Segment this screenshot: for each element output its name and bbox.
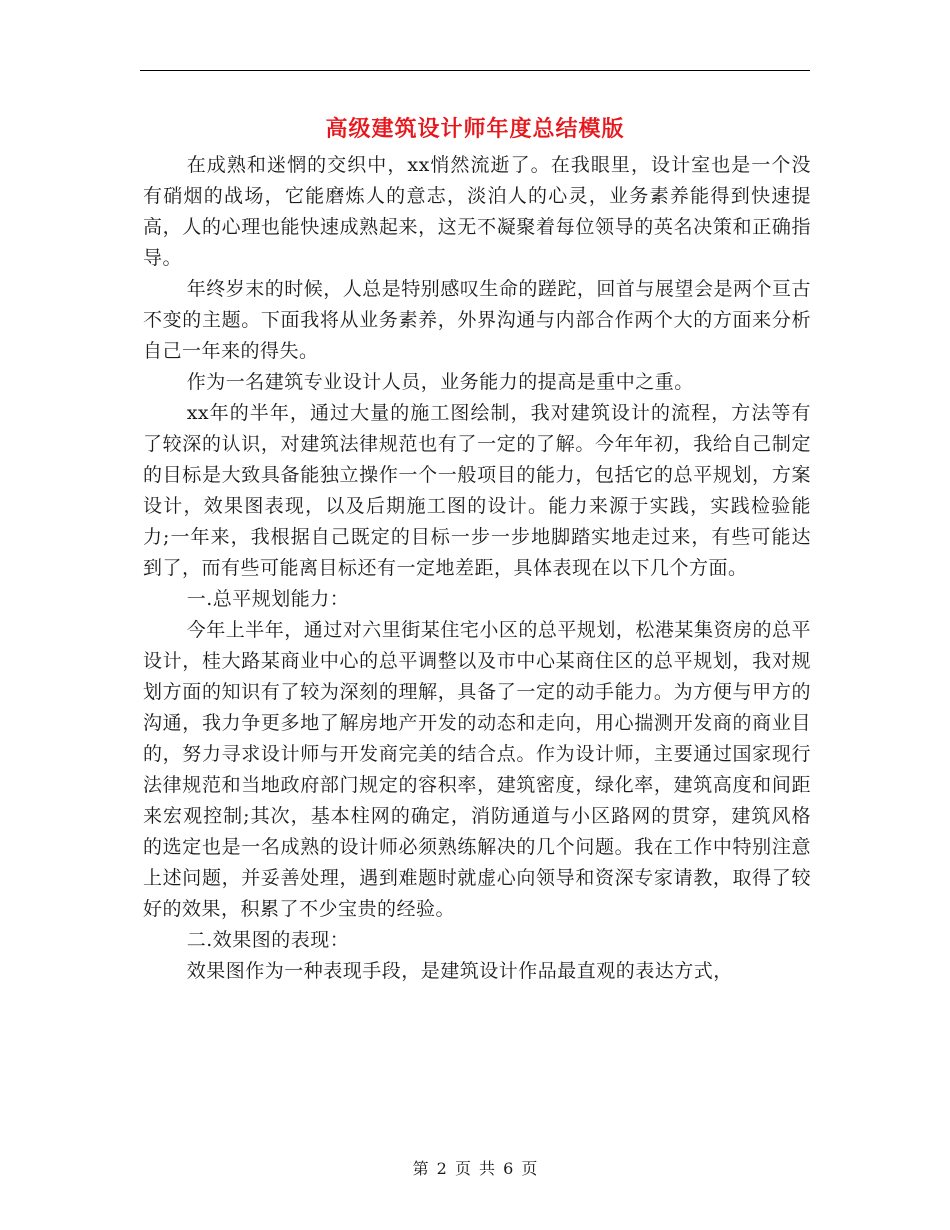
paragraph: 在成熟和迷惘的交织中，xx悄然流逝了。在我眼里，设计室也是一个没有硝烟的战场，它能磨炼人的意志，淡泊人的心灵，业务素养能得到快速提高，人的心理也能快速成熟起来，这无不凝聚着每位领导的英名决策和正确指导。 [143, 154, 811, 269]
paragraph: 作为一名建筑专业设计人员，业务能力的提高是重中之重。 [186, 371, 694, 393]
paragraph: 效果图作为一种表现手段，是建筑设计作品最直观的表达方式， [186, 960, 733, 982]
paragraph: 年终岁末的时候，人总是特别感叹生命的蹉跎，回首与展望会是两个亘古不变的主题。下面我将从业务素养，外界沟通与内部合作两个大的方面来分析自己一年来的得失。 [143, 278, 811, 362]
document-body [143, 150, 811, 987]
section-heading: 二.效果图的表现： [186, 929, 350, 951]
paragraph: xx年的半年，通过大量的施工图绘制，我对建筑设计的流程，方法等有了较深的认识，对建筑法律规范也有了一定的了解。今年年初，我给自己制定的目标是大致具备能独立操作一个一般项目的能力，包括它的总平规划，方案设计，效果图表现，以及后期施工图的设计。能力来源于实践，实践检验能力;一年来，我根据自己既定的目标一步一步地脚踏实地走过来，有些可能达到了，而有些可能离目标还有一定地差距，具体表现在以下几个方面。 [143, 402, 811, 579]
document-title: 高级建筑设计师年度总结模版 [325, 116, 625, 142]
section-heading: 一.总平规划能力： [186, 588, 350, 610]
header-rule [140, 70, 810, 71]
page-footer: 第 2 页 共 6 页 [412, 1159, 538, 1178]
paragraph: 今年上半年，通过对六里街某住宅小区的总平规划，松港某集资房的总平设计，桂大路某商业中心的总平调整以及市中心某商住区的总平规划，我对规划方面的知识有了较为深刻的理解，具备了一定的动手能力。为方便与甲方的沟通，我力争更多地了解房地产开发的动态和走向，用心揣测开发商的商业目的，努力寻求设计师与开发商完美的结合点。作为设计师，主要通过国家现行法律规范和当地政府部门规定的容积率，建筑密度，绿化率，建筑高度和间距来宏观控制;其次，基本柱网的确定，消防通道与小区路网的贯穿，建筑风格的选定也是一名成熟的设计师必须熟练解决的几个问题。我在工作中特别注意上述问题，并妥善处理，遇到难题时就虚心向领导和资深专家请教，取得了较好的效果，积累了不少宝贵的经验。 [143, 619, 811, 920]
